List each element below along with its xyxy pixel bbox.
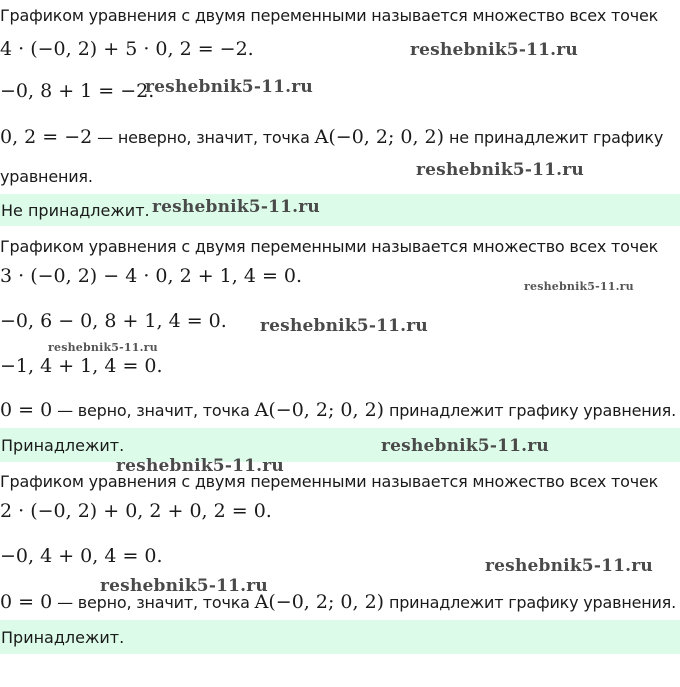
answer-box-1 [0,194,680,226]
conclusion-2-end: принадлежит графику уравнения. [384,401,676,420]
watermark: reshebnik5-11.ru [48,341,158,354]
equation-2-2: −0, 6 − 0, 8 + 1, 4 = 0. [0,310,227,332]
watermark: reshebnik5-11.ru [116,456,284,476]
answer-text-1: Не принадлежит. [1,200,150,220]
conclusion-1 [0,126,663,148]
watermark: reshebnik5-11.ru [260,316,428,336]
conclusion-1-mid: — неверно, значит, точка [92,128,315,147]
conclusion-1-end: не принадлежит графику [444,128,664,147]
conclusion-1-wrap: уравнения. [0,167,93,186]
point-label-2: A(−0, 2; 0, 2) [254,399,385,421]
definition-text-2: Графиком уравнения с двумя переменными называется множество всех точек [0,237,659,256]
point-label-1: A(−0, 2; 0, 2) [314,126,445,148]
equation-3-2: −0, 4 + 0, 4 = 0. [0,545,163,567]
point-label-3: A(−0, 2; 0, 2) [254,591,385,613]
conclusion-1-math: 0, 2 = −2 [0,126,93,148]
answer-text-2: Принадлежит. [1,435,125,455]
equation-2-1: 3 · (−0, 2) − 4 · 0, 2 + 1, 4 = 0. [0,265,303,287]
definition-text-3: Графиком уравнения с двумя переменными называется множество всех точек [0,472,659,491]
conclusion-3-math: 0 = 0 [0,591,53,613]
watermark: reshebnik5-11.ru [145,77,313,97]
conclusion-2-math: 0 = 0 [0,399,53,421]
answer-text-3: Принадлежит. [1,627,125,647]
watermark: reshebnik5-11.ru [524,280,634,293]
answer-box-3 [0,620,680,654]
equation-2-3: −1, 4 + 1, 4 = 0. [0,355,163,377]
conclusion-3-mid: — верно, значит, точка [52,593,255,612]
watermark: reshebnik5-11.ru [416,160,584,180]
watermark: reshebnik5-11.ru [381,436,549,456]
equation-1-2: −0, 8 + 1 = −2. [0,80,155,102]
conclusion-2-mid: — верно, значит, точка [52,401,255,420]
watermark: reshebnik5-11.ru [485,556,653,576]
equation-3-1: 2 · (−0, 2) + 0, 2 + 0, 2 = 0. [0,500,272,522]
conclusion-3-end: принадлежит графику уравнения. [384,593,676,612]
watermark: reshebnik5-11.ru [152,197,320,217]
watermark: reshebnik5-11.ru [100,576,268,596]
answer-box-2 [0,428,680,462]
equation-1-1: 4 · (−0, 2) + 5 · 0, 2 = −2. [0,38,254,60]
watermark: reshebnik5-11.ru [410,40,578,60]
definition-text-1: Графиком уравнения с двумя переменными называется множество всех точек [0,6,659,25]
conclusion-2 [0,399,676,421]
